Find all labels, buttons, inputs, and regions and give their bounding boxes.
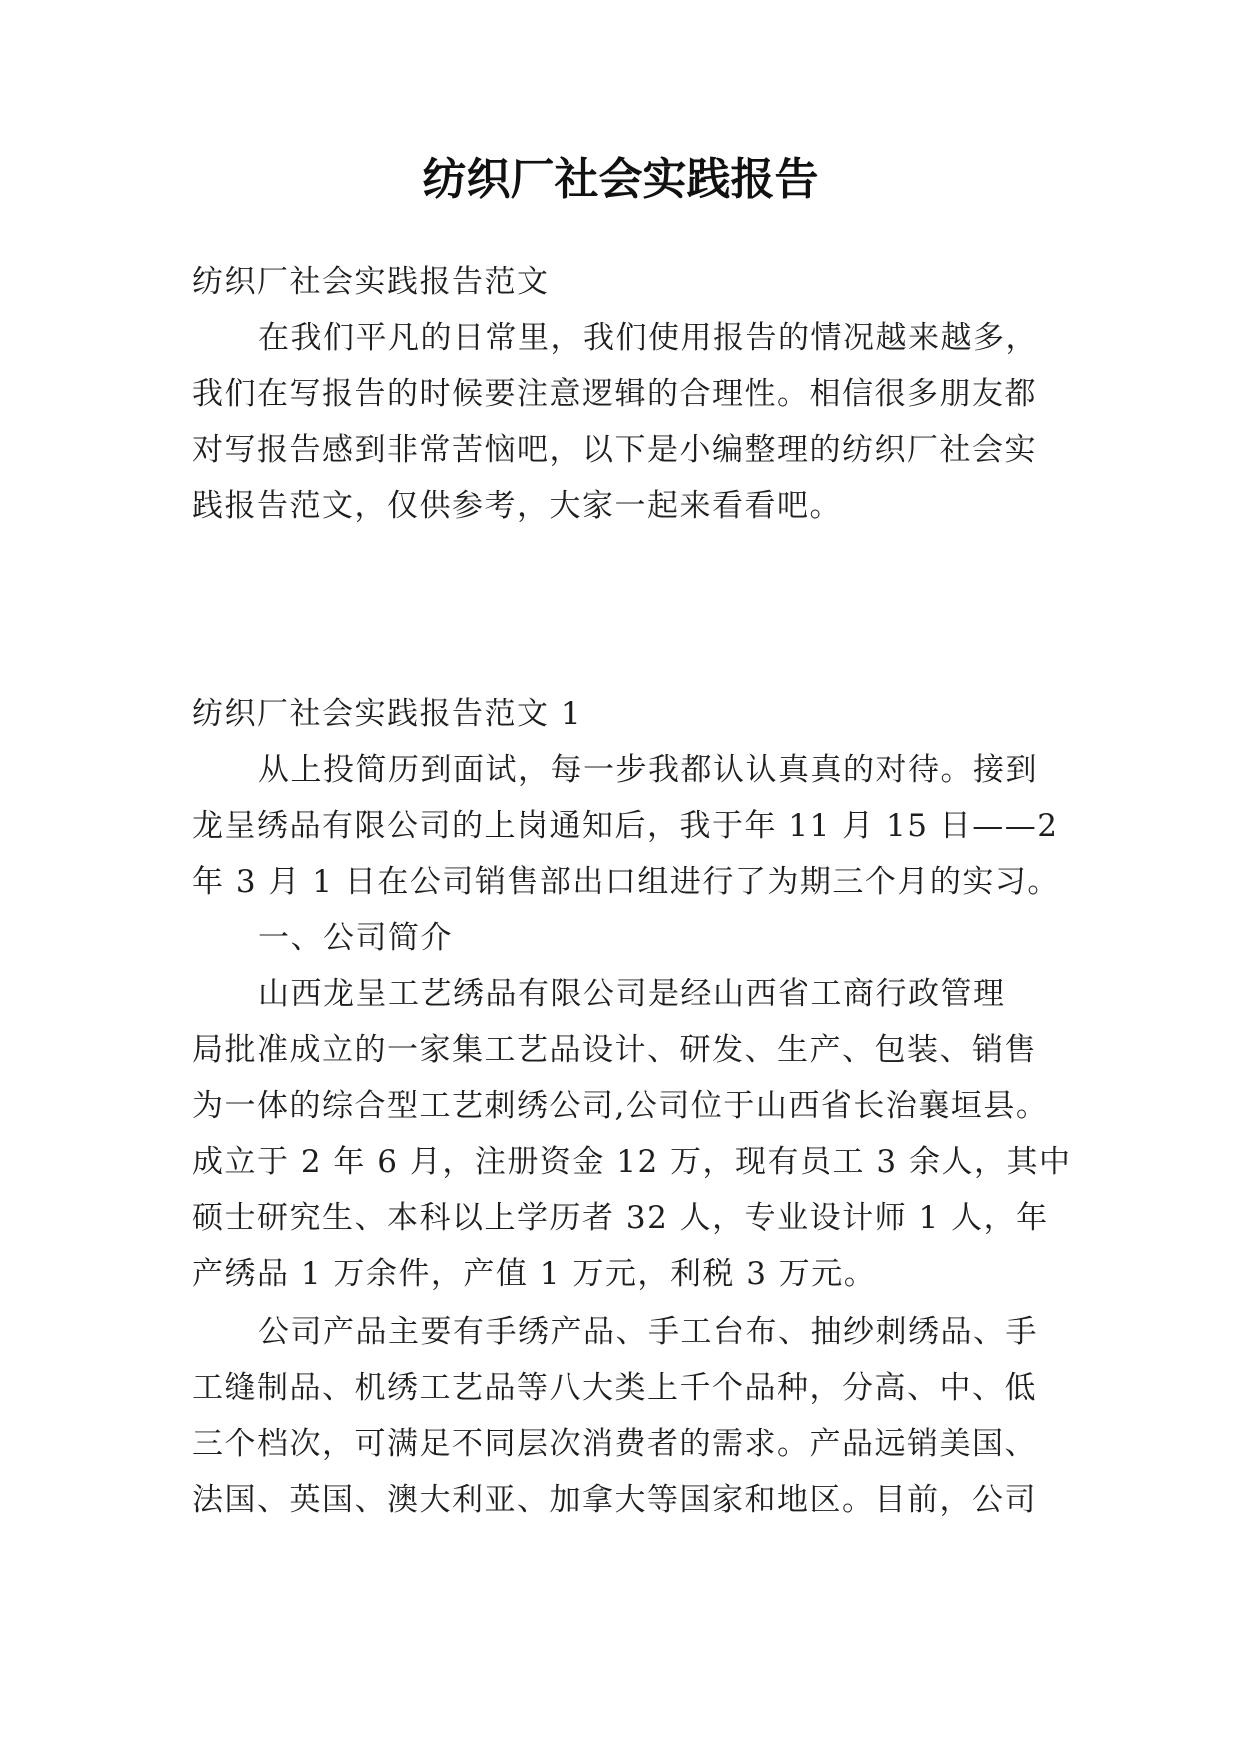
intro-line: 在我们平凡的日常里，我们使用报告的情况越来越多， xyxy=(258,320,1038,356)
document-title: 纺织厂社会实践报告 xyxy=(422,154,819,205)
company-heading: 一、公司简介 xyxy=(258,920,453,956)
section-heading: 纺织厂社会实践报告范文 1 xyxy=(192,696,583,732)
company-line: 为一体的综合型工艺刺绣公司,公司位于山西省长治襄垣县。 xyxy=(192,1088,1049,1124)
body-line: 龙呈绣品有限公司的上岗通知后，我于年 11 月 15 日——2 xyxy=(192,808,1059,844)
product-line: 工缝制品、机绣工艺品等八大类上千个品种，分高、中、低 xyxy=(192,1370,1037,1406)
body-line: 年 3 月 1 日在公司销售部出口组进行了为期三个月的实习。 xyxy=(192,864,1060,900)
product-line: 公司产品主要有手绣产品、手工台布、抽纱刺绣品、手 xyxy=(258,1314,1038,1350)
intro-line: 我们在写报告的时候要注意逻辑的合理性。相信很多朋友都 xyxy=(192,376,1037,412)
company-line: 成立于 2 年 6 月，注册资金 12 万，现有员工 3 余人，其中 xyxy=(192,1144,1072,1180)
company-line: 产绣品 1 万余件，产值 1 万元，利税 3 万元。 xyxy=(192,1256,877,1292)
company-line: 山西龙呈工艺绣品有限公司是经山西省工商行政管理 xyxy=(258,976,1006,1012)
body-line: 从上投简历到面试，每一步我都认认真真的对待。接到 xyxy=(258,752,1038,788)
company-line: 硕士研究生、本科以上学历者 32 人，专业设计师 1 人，年 xyxy=(192,1200,1049,1236)
intro-line: 对写报告感到非常苦恼吧，以下是小编整理的纺织厂社会实 xyxy=(192,432,1037,468)
product-line: 法国、英国、澳大利亚、加拿大等国家和地区。目前，公司 xyxy=(192,1482,1037,1518)
company-line: 局批准成立的一家集工艺品设计、研发、生产、包装、销售 xyxy=(192,1032,1037,1068)
intro-line: 践报告范文，仅供参考，大家一起来看看吧。 xyxy=(192,488,842,524)
product-line: 三个档次，可满足不同层次消费者的需求。产品远销美国、 xyxy=(192,1426,1037,1462)
document-subtitle: 纺织厂社会实践报告范文 xyxy=(192,264,550,300)
